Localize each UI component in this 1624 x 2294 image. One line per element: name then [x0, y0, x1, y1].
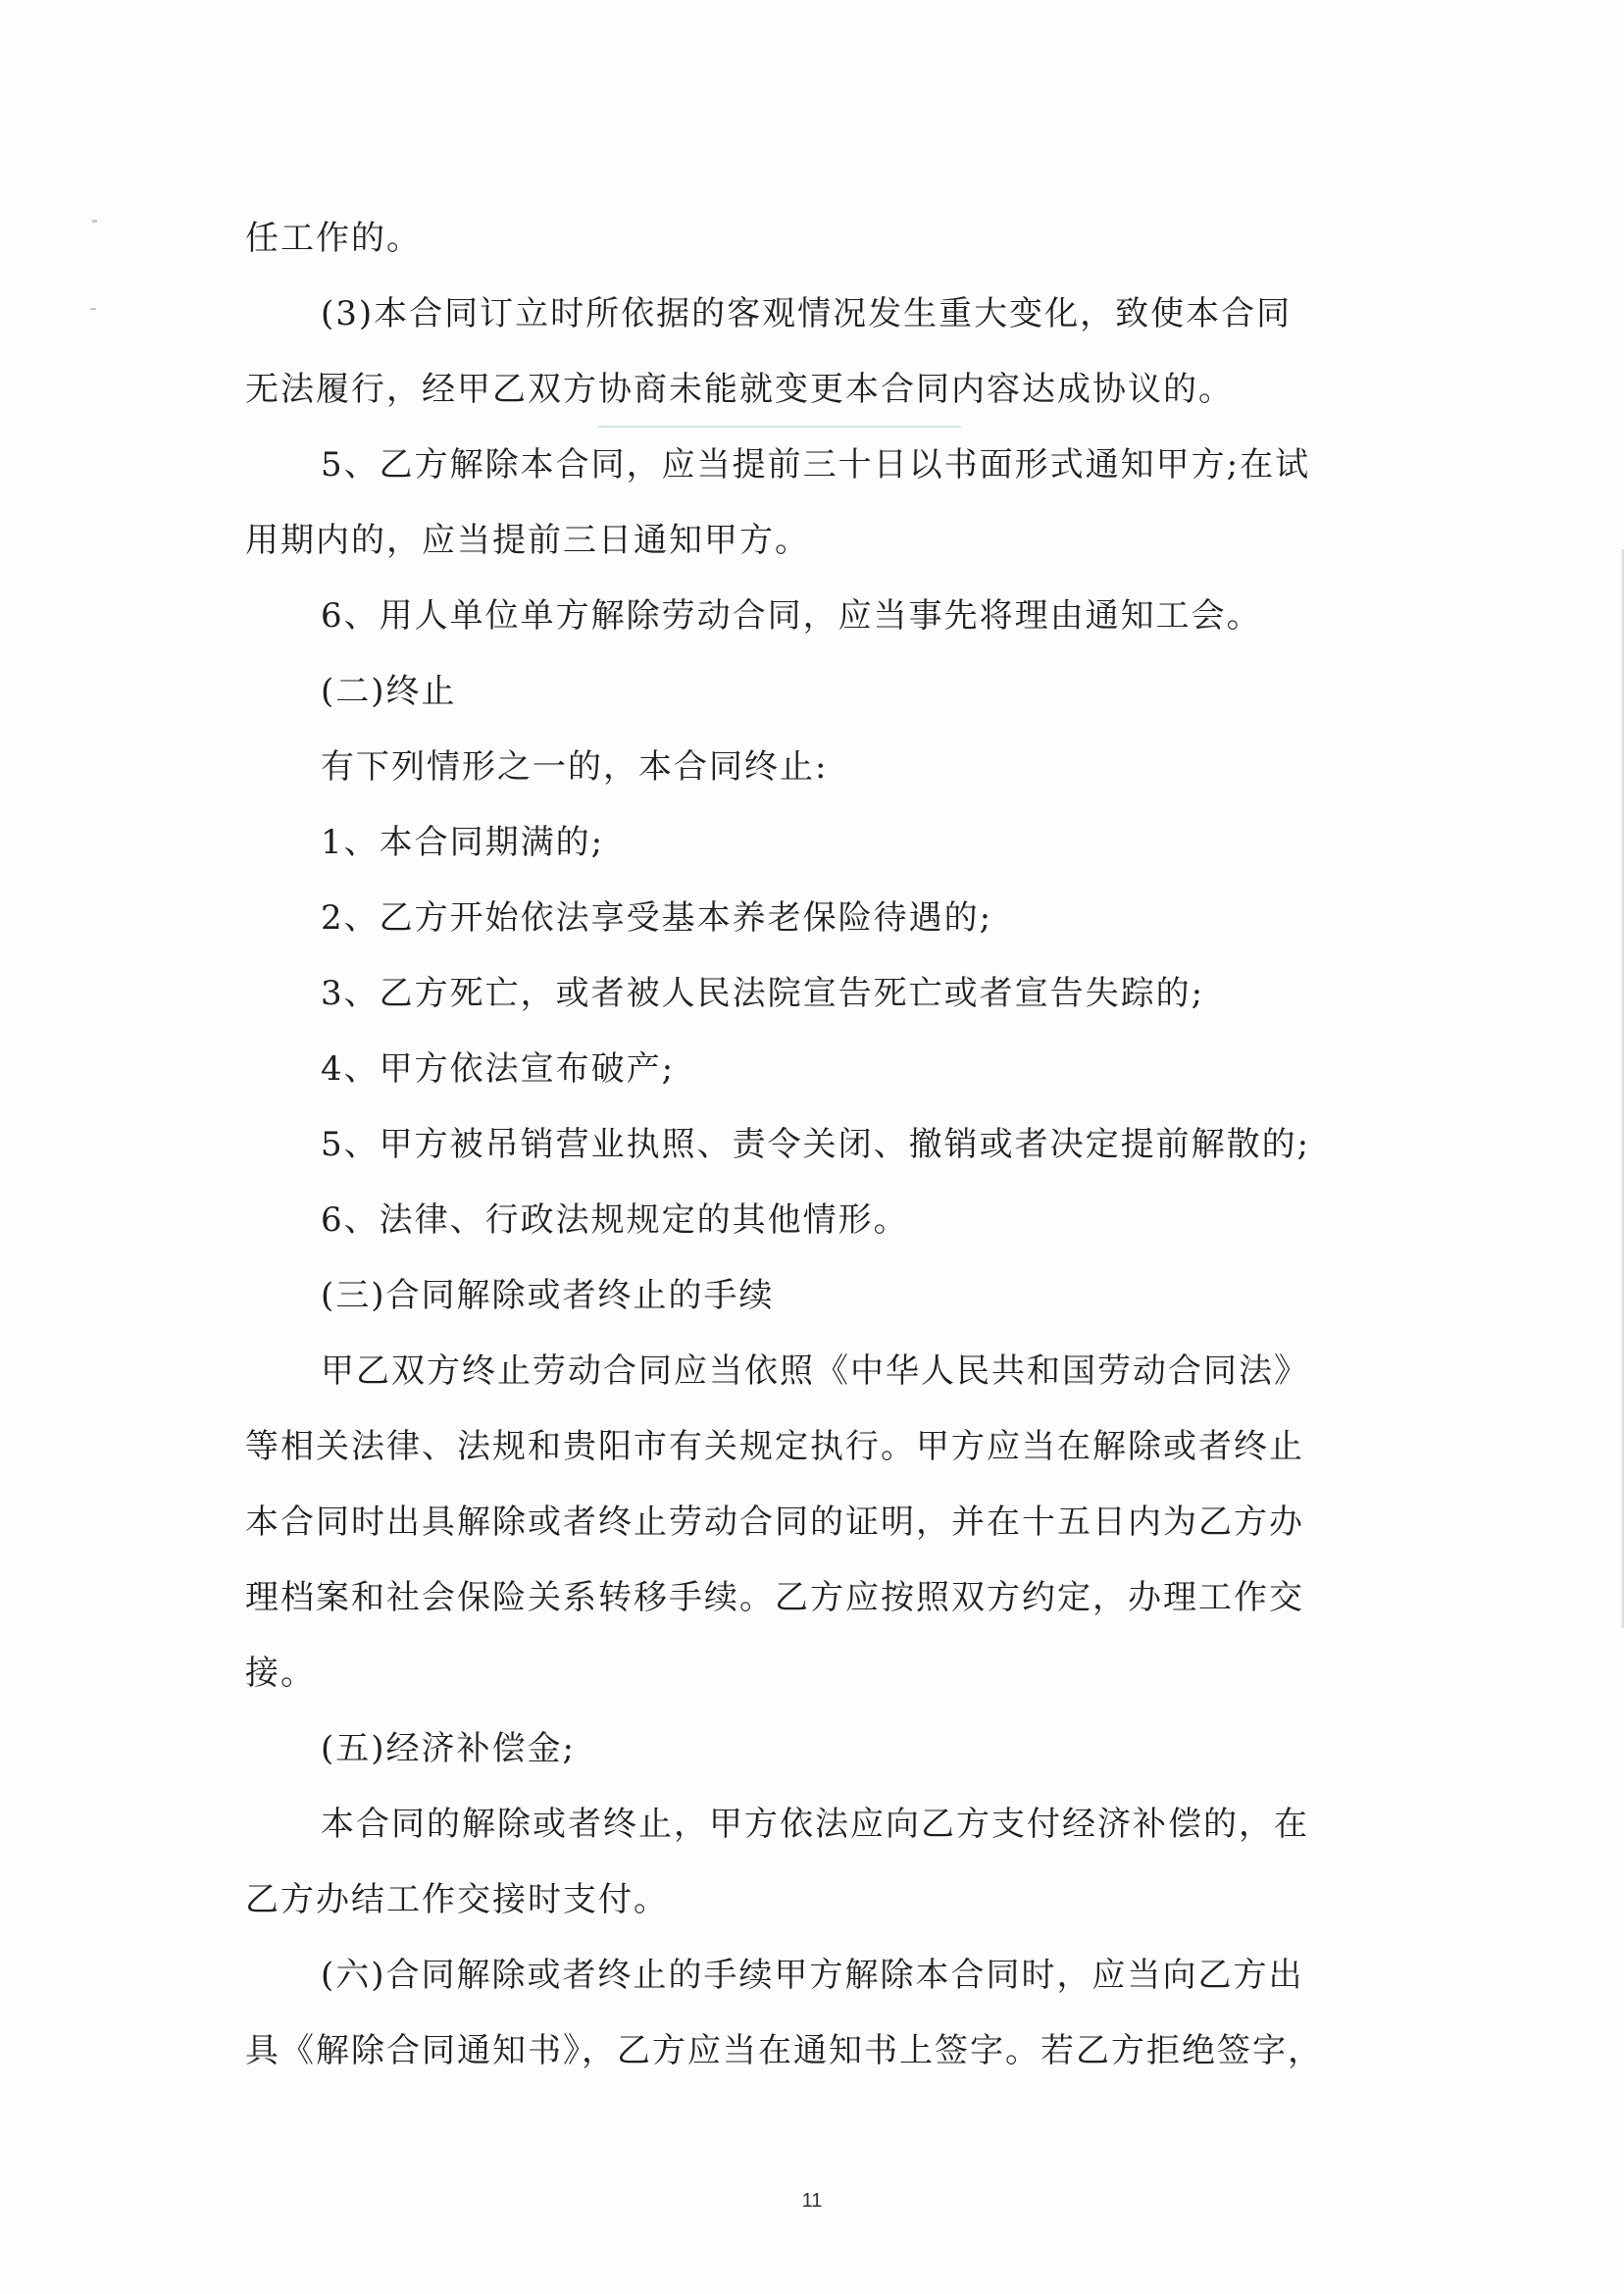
text-line: (3)本合同订立时所依据的客观情况发生重大变化，致使本合同 — [321, 294, 1293, 333]
text-line: 等相关法律、法规和贵阳市有关规定执行。甲方应当在解除或者终止 — [245, 1427, 1304, 1466]
page-number: 11 — [801, 2190, 823, 2212]
scan-speck — [90, 308, 96, 310]
text-line: 本合同的解除或者终止，甲方依法应向乙方支付经济补偿的，在 — [321, 1805, 1309, 1844]
text-line: (六)合同解除或者终止的手续甲方解除本合同时，应当向乙方出 — [321, 1956, 1304, 1995]
section-heading: (二)终止 — [321, 672, 457, 711]
section-heading: (五)经济补偿金; — [321, 1729, 576, 1768]
section-heading: (三)合同解除或者终止的手续 — [321, 1276, 775, 1315]
list-item: 4、甲方依法宣布破产; — [321, 1049, 676, 1089]
list-item: 3、乙方死亡，或者被人民法院宣告死亡或者宣告失踪的; — [321, 974, 1205, 1013]
text-line: 5、乙方解除本合同，应当提前三十日以书面形式通知甲方;在试 — [321, 445, 1311, 484]
list-item: 1、本合同期满的; — [321, 823, 605, 862]
scan-edge-shadow — [1620, 549, 1624, 1628]
scan-speck — [92, 220, 97, 223]
text-line: 用期内的，应当提前三日通知甲方。 — [245, 521, 810, 560]
text-line: 甲乙双方终止劳动合同应当依照《中华人民共和国劳动合同法》 — [321, 1351, 1309, 1391]
list-item: 5、甲方被吊销营业执照、责令关闭、撤销或者决定提前解散的; — [321, 1125, 1311, 1164]
text-line: 理档案和社会保险关系转移手续。乙方应按照双方约定，办理工作交 — [245, 1578, 1304, 1617]
text-line: 无法履行，经甲乙双方协商未能就变更本合同内容达成协议的。 — [245, 370, 1234, 409]
document-body — [245, 201, 1383, 2089]
list-item: 2、乙方开始依法享受基本养老保险待遇的; — [321, 898, 993, 938]
text-line: 6、用人单位单方解除劳动合同，应当事先将理由通知工会。 — [321, 596, 1262, 636]
text-line: 本合同时出具解除或者终止劳动合同的证明，并在十五日内为乙方办 — [245, 1503, 1304, 1542]
text-line: 任工作的。 — [245, 219, 422, 258]
text-line: 具《解除合同通知书》，乙方应当在通知书上签字。若乙方拒绝签字， — [245, 2031, 1323, 2070]
text-line: 乙方办结工作交接时支付。 — [245, 1880, 669, 1919]
list-item: 6、法律、行政法规规定的其他情形。 — [321, 1200, 909, 1240]
text-line: 接。 — [245, 1654, 316, 1693]
text-line: 有下列情形之一的，本合同终止: — [321, 747, 829, 787]
